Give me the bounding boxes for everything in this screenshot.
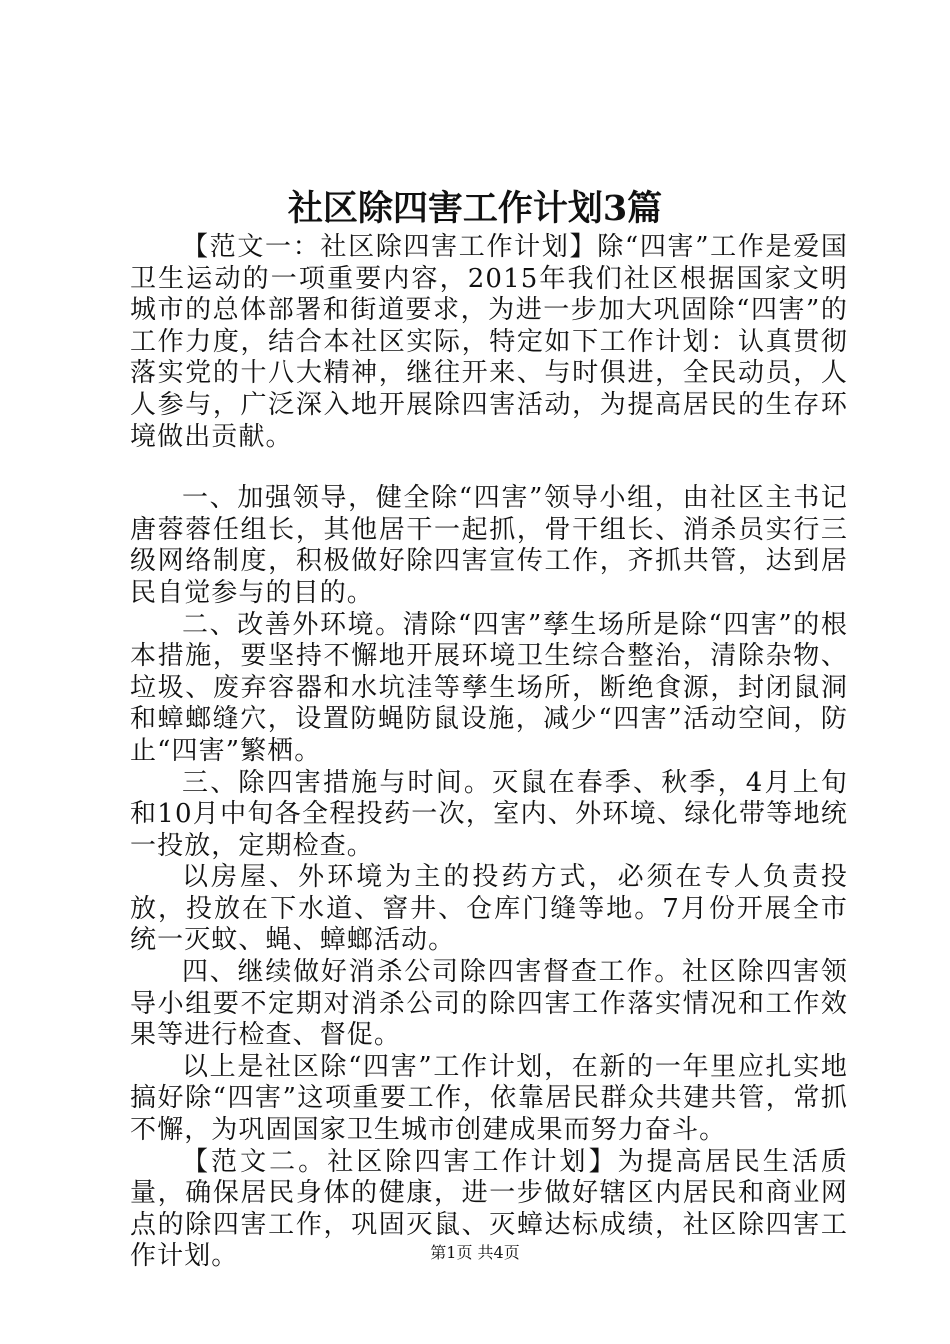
paragraph-conclusion: 以上是社区除“四害”工作计划，在新的一年里应扎实地搞好除“四害”这项重要工作，依靠居民群众共建共管，常抓不懈，为巩固国家卫生城市创建成果而努力奋斗。 [130,1051,848,1146]
paragraph-section-2: 二、改善外环境。清除“四害”孳生场所是除“四害”的根本措施，要坚持不懈地开展环境卫生综合整治，清除杂物、垃圾、废弃容器和水坑洼等孳生场所，断绝食源，封闭鼠洞和蟑螂缝穴，设置防蝇防鼠设施，减少“四害”活动空间，防止“四害”繁栖。 [130,609,848,766]
page-footer: 第1页 共4页 [430,1243,520,1262]
document-title: 社区除四害工作计划3篇 [287,188,663,229]
paragraph-section-4: 四、继续做好消杀公司除四害督查工作。社区除四害领导小组要不定期对消杀公司的除四害工作落实情况和工作效果等进行检查、督促。 [130,957,848,1051]
paragraph-section-3-detail: 以房屋、外环境为主的投药方式，必须在专人负责投放，投放在下水道、窨井、仓库门缝等地。7月份开展全市统一灭蚊、蝇、蟑螂活动。 [130,862,848,956]
paragraph-intro: 【范文一：社区除四害工作计划】除“四害”工作是爱国卫生运动的一项重要内容，2015年我们社区根据国家文明城市的总体部署和街道要求，为进一步加大巩固除“四害”的工作力度，结合本社区实际，特定如下工作计划：认真贯彻落实党的十八大精神，继往开来、与时俱进，全民动员，人人参与，广泛深入地开展除四害活动，为提高居民的生存环境做出贡献。 [130,232,848,452]
document-body [130,232,848,1273]
paragraph-section-3: 三、除四害措施与时间。灭鼠在春季、秋季，4月上旬和10月中旬各全程投药一次，室内、外环境、绿化带等地统一投放，定期检查。 [130,767,848,861]
paragraph-section-1: 一、加强领导，健全除“四害”领导小组，由社区主书记唐蓉蓉任组长，其他居干一起抓，骨干组长、消杀员实行三级网络制度，积极做好除四害宣传工作，齐抓共管，达到居民自觉参与的目的。 [130,483,848,608]
paragraph-sample-2: 【范文二。社区除四害工作计划】为提高居民生活质量，确保居民身体的健康，进一步做好辖区内居民和商业网点的除四害工作，巩固灭鼠、灭蟑达标成绩，社区除四害工作计划。 [130,1146,848,1272]
